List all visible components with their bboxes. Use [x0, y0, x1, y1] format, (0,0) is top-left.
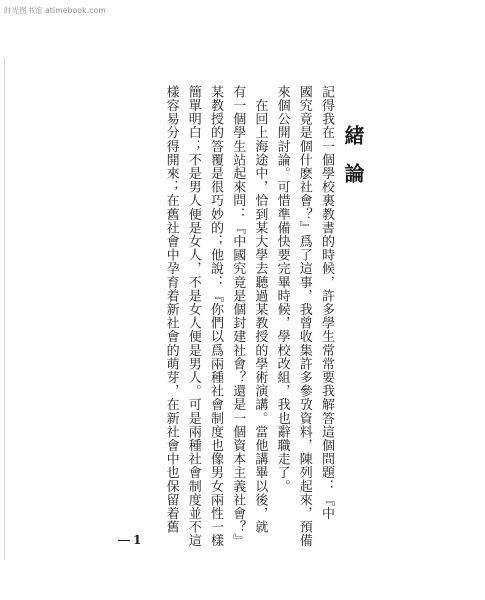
- text-line: 有一個學生站起來問：『中國究竟是個封建社會？還是一個資本主義社會？』: [230, 85, 246, 548]
- chapter-title: 緒論: [341, 125, 365, 201]
- text-line: 記得我在一個學校裏教書的時候，許多學生常常要我解答這個問題：『中: [319, 85, 334, 521]
- text-line: 來個公開討論。可惜準備快要完畢時候，學校改組，我也辭職走了。: [274, 85, 290, 493]
- text-line: 某教授的答覆是很巧妙的；他說：『你們以爲兩種社會制度也像男女兩性一樣: [207, 85, 223, 548]
- watermark: 时光图书馆 atimebook.com: [4, 6, 106, 15]
- body-text: [159, 85, 337, 548]
- text-line: 國究竟是個什麽社會？』爲了這事，我曾收集許多參攷資料，陳列起來，預備: [296, 85, 312, 548]
- page-number-rule: [118, 540, 130, 541]
- page-number-value: 1: [133, 533, 142, 547]
- page-edge: [4, 58, 5, 560]
- text-line: 樣容易分得開來；在舊社會中孕育着新社會的萌芽，在新社會中也保留着舊: [163, 85, 179, 534]
- text-line: 在回上海途中，恰到某大學去聽過某教授的學術演講。當他講畢以後，就: [252, 85, 268, 534]
- page-number: [118, 533, 141, 547]
- text-line: 簡單明白；不是男人便是女人，不是女人便是男人。可是兩種社會制度並不這: [185, 85, 201, 548]
